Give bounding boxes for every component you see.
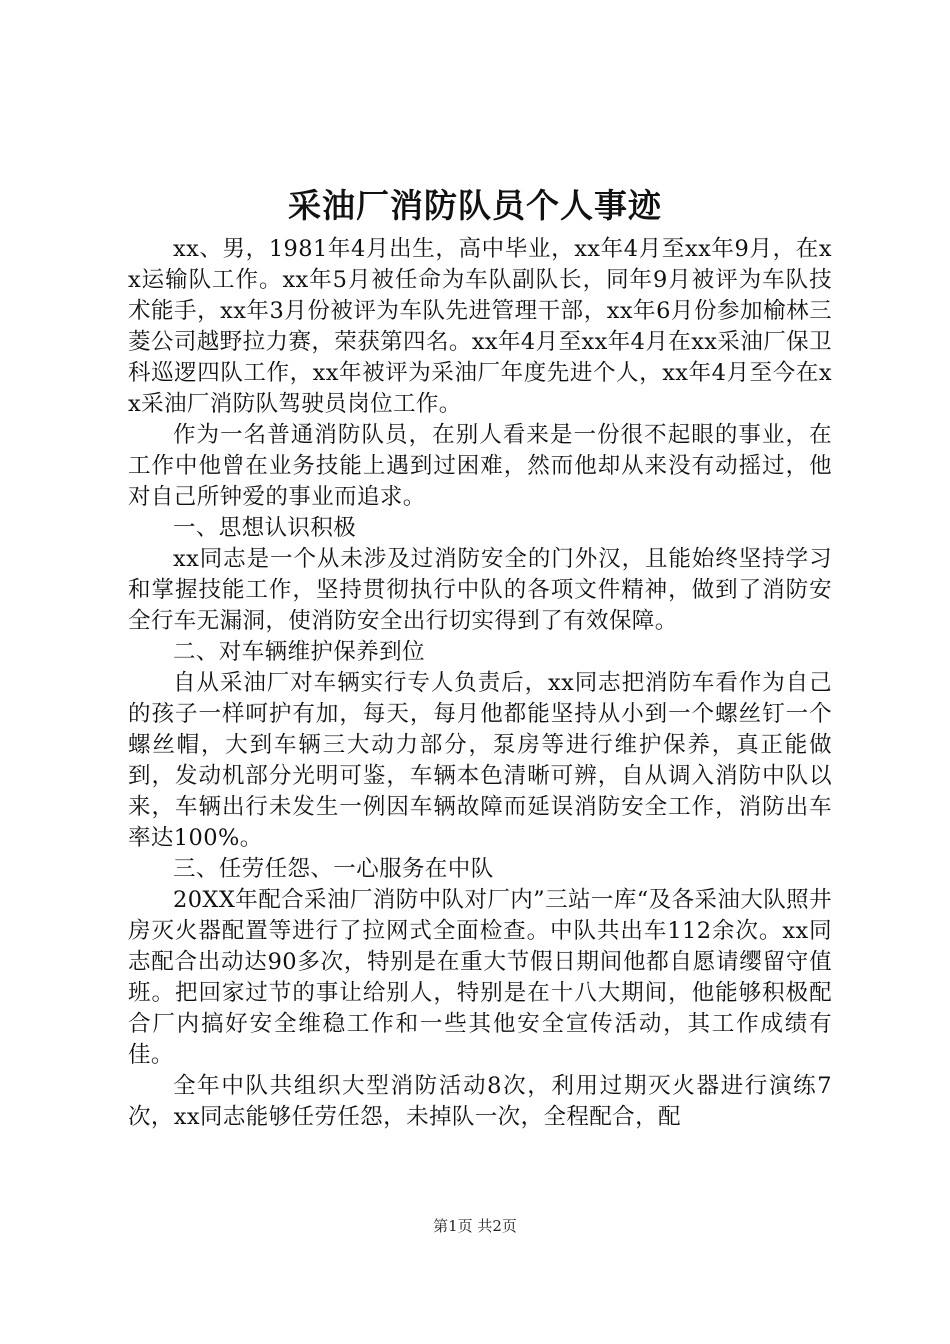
paragraph-section-1: xx同志是一个从未涉及过消防安全的门外汉，且能始终坚持学习和掌握技能工作，坚持贯彻执行中队的各项文件精神，做到了消防安全行车无漏洞，使消防安全出行切实得到了有效保障。: [128, 546, 832, 634]
paragraph-intro: xx、男，1981年4月出生，高中毕业，xx年4月至xx年9月，在xx运输队工作。xx年5月被任命为车队副队长，同年9月被评为车队技术能手，xx年3月份被评为车队先进管理干部，xx年6月份参加榆林三菱公司越野拉力赛，荣获第四名。xx年4月至xx年4月在xx采油厂保卫科巡逻四队工作，xx年被评为采油厂年度先进个人，xx年4月至今在xx采油厂消防队驾驶员岗位工作。: [128, 236, 832, 417]
section-heading-1: 一、思想认识积极: [173, 515, 357, 541]
paragraph-section-2: 自从采油厂对车辆实行专人负责后，xx同志把消防车看作为自己的孩子一样呵护有加，每天，每月他都能坚持从小到一个螺丝钉一个螺丝帽，大到车辆三大动力部分，泵房等进行维护保养，真正能做到，发动机部分光明可鉴，车辆本色清晰可辨，自从调入消防中队以来，车辆出行未发生一例因车辆故障而延误消防安全工作，消防出车率达100%。: [128, 670, 832, 851]
section-heading-3: 三、任劳任怨、一心服务在中队: [173, 856, 494, 882]
page-number-footer: 第1页 共2页: [433, 1217, 517, 1235]
section-heading-2: 二、对车辆维护保养到位: [173, 639, 425, 665]
document-body: [128, 234, 832, 1133]
paragraph-overview: 作为一名普通消防队员，在别人看来是一份很不起眼的事业，在工作中他曾在业务技能上遇到过困难，然而他却从来没有动摇过，他对自己所钟爱的事业而追求。: [128, 422, 832, 510]
paragraph-section-3-cont: 全年中队共组织大型消防活动8次，利用过期灭火器进行演练7次，xx同志能够任劳任怨，未掉队一次，全程配合，配: [128, 1073, 832, 1130]
paragraph-section-3: 20XX年配合采油厂消防中队对厂内”三站一库“及各采油大队照井房灭火器配置等进行了拉网式全面检查。中队共出车112余次。xx同志配合出动达90多次，特别是在重大节假日期间他都自愿请缨留守值班。把回家过节的事让给别人，特别是在十八大期间，他能够积极配合厂内搞好安全维稳工作和一些其他安全宣传活动，其工作成绩有佳。: [128, 887, 833, 1068]
document-title: 采油厂消防队员个人事迹: [288, 186, 662, 225]
